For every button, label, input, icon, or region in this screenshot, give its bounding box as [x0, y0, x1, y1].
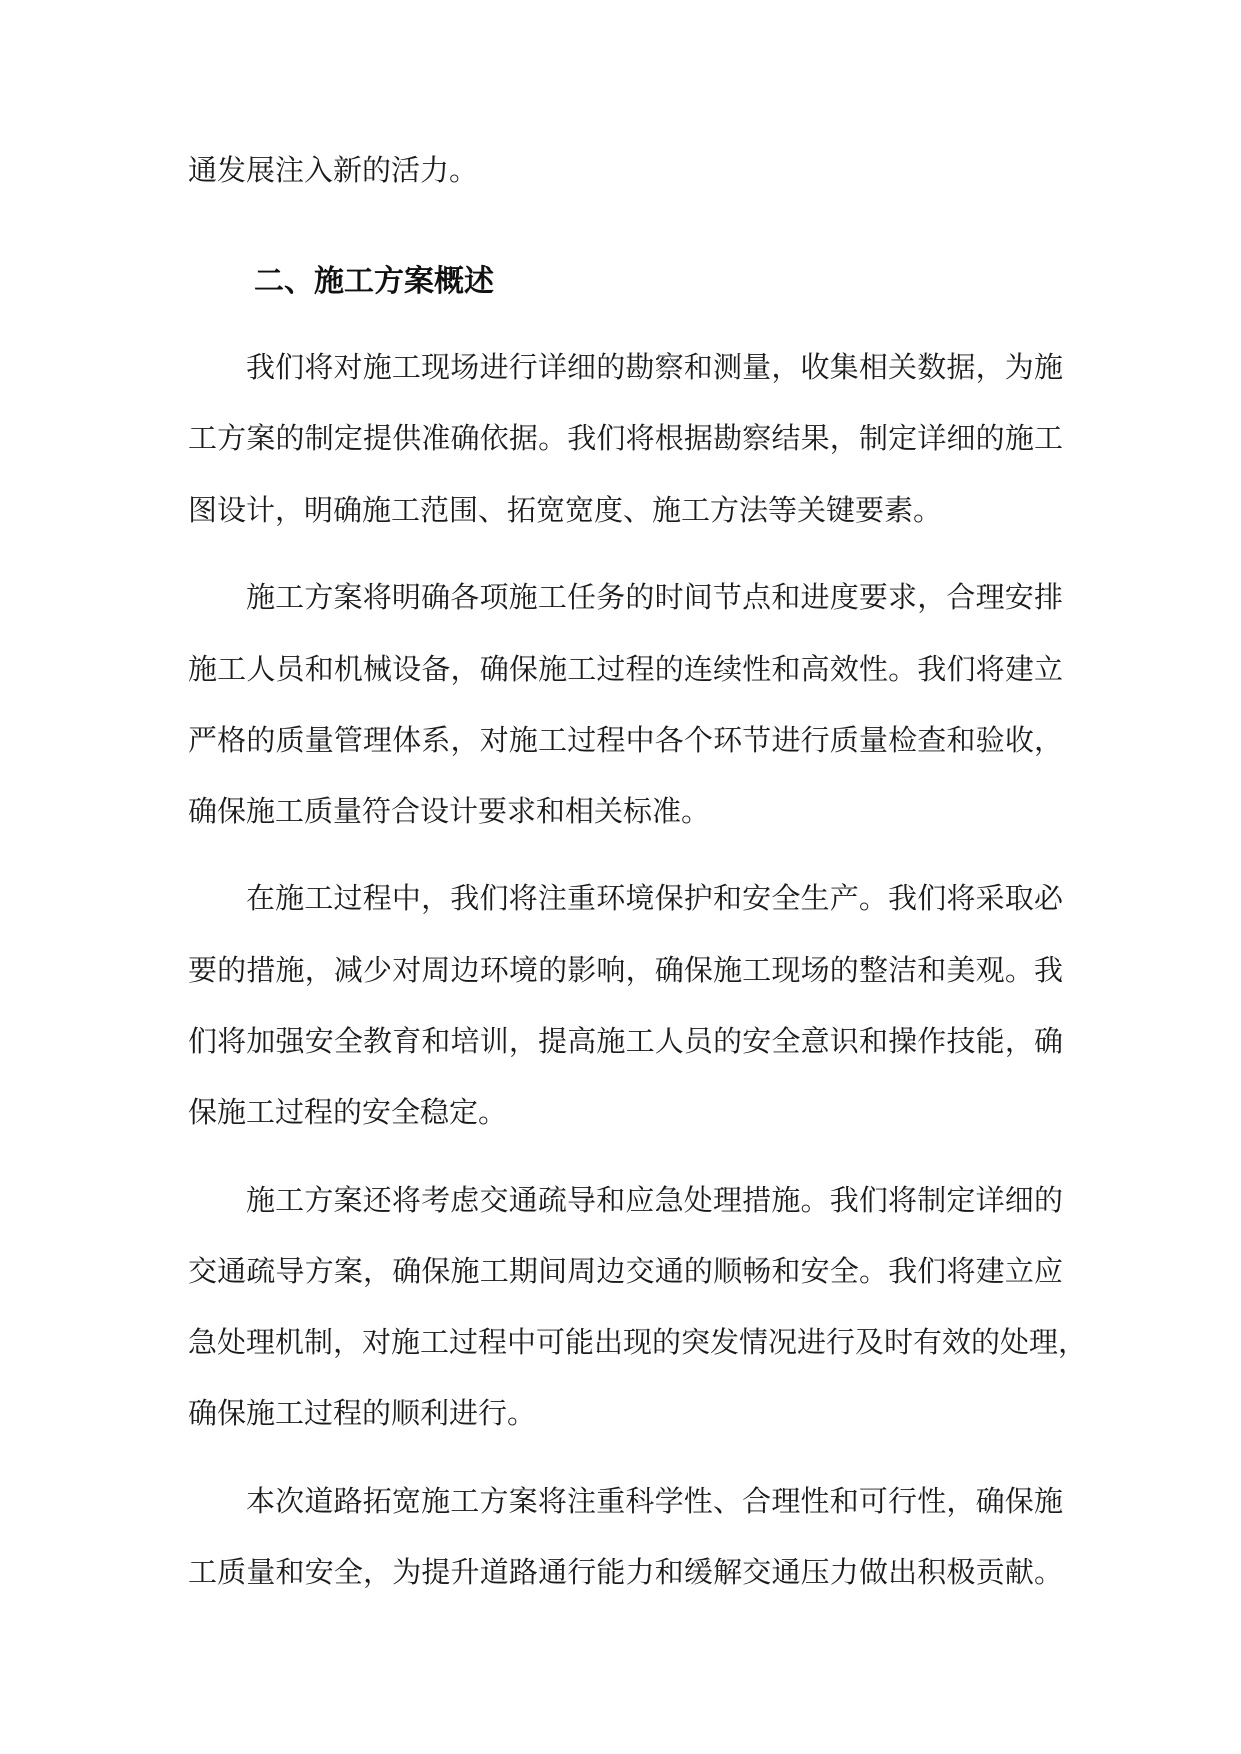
paragraph-4-line-2: 交通疏导方案，确保施工期间周边交通的顺畅和安全。我们将建立应 [188, 1254, 1063, 1288]
paragraph-1-line-1: 我们将对施工现场进行详细的勘察和测量，收集相关数据，为施 [246, 350, 1063, 384]
paragraph-3-line-3: 们将加强安全教育和培训，提高施工人员的安全意识和操作技能，确 [188, 1024, 1063, 1058]
paragraph-3-line-1: 在施工过程中，我们将注重环境保护和安全生产。我们将采取必 [246, 881, 1063, 915]
paragraph-4-line-1: 施工方案还将考虑交通疏导和应急处理措施。我们将制定详细的 [246, 1183, 1063, 1217]
paragraph-2-line-4: 确保施工质量符合设计要求和相关标准。 [188, 794, 711, 828]
paragraph-2-line-2: 施工人员和机械设备，确保施工过程的连续性和高效性。我们将建立 [188, 652, 1063, 686]
paragraph-2-line-3: 严格的质量管理体系，对施工过程中各个环节进行质量检查和验收， [188, 723, 1063, 757]
paragraph-3-line-4: 保施工过程的安全稳定。 [188, 1095, 508, 1129]
paragraph-5-line-1: 本次道路拓宽施工方案将注重科学性、合理性和可行性，确保施 [246, 1484, 1063, 1518]
section-heading: 二、施工方案概述 [254, 264, 494, 299]
paragraph-1-line-2: 工方案的制定提供准确依据。我们将根据勘察结果，制定详细的施工 [188, 421, 1063, 455]
paragraph-continuation-line: 通发展注入新的活力。 [188, 153, 479, 187]
paragraph-5-line-2: 工质量和安全，为提升道路通行能力和缓解交通压力做出积极贡献。 [188, 1555, 1063, 1589]
paragraph-4-line-3: 急处理机制，对施工过程中可能出现的突发情况进行及时有效的处理， [188, 1325, 1088, 1359]
paragraph-2-line-1: 施工方案将明确各项施工任务的时间节点和进度要求，合理安排 [246, 580, 1063, 614]
paragraph-3-line-2: 要的措施，减少对周边环境的影响，确保施工现场的整洁和美观。我 [188, 953, 1063, 987]
paragraph-1-line-3: 图设计，明确施工范围、拓宽宽度、施工方法等关键要素。 [188, 493, 943, 527]
paragraph-4-line-4: 确保施工过程的顺利进行。 [188, 1396, 537, 1430]
